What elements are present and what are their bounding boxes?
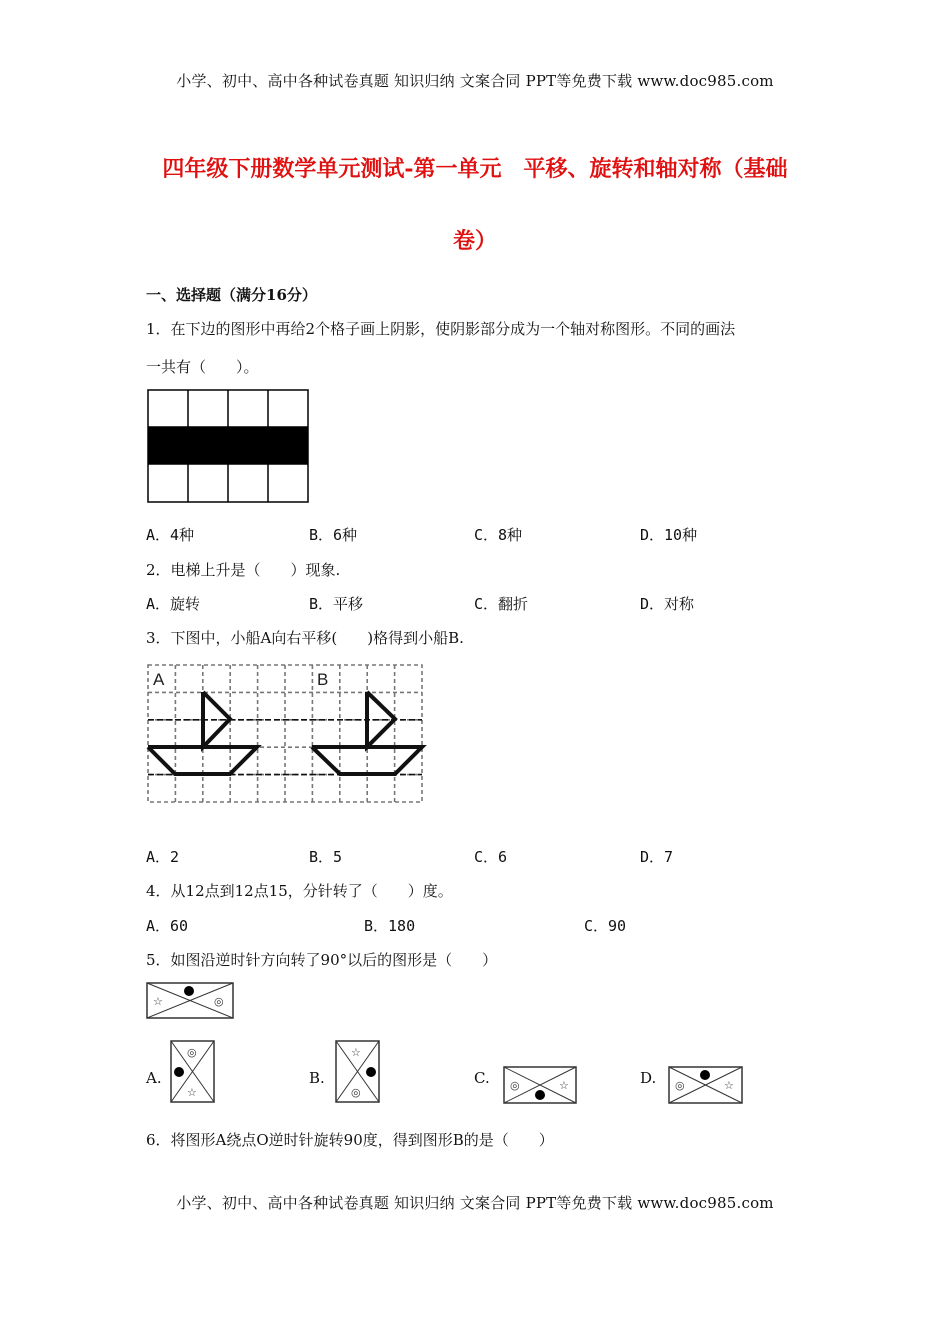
q4-text: 4．从12点到12点15，分针转了（ ）度。 [146, 882, 453, 900]
q2-option-c[interactable]: C．翻折 [474, 595, 529, 613]
q4-option-a[interactable]: A．60 [146, 917, 189, 935]
q6-text: 6．将图形A绕点O逆时针旋转90度，得到图形B的是（ ） [146, 1131, 554, 1149]
q2-text: 2．电梯上升是（ ）现象. [146, 561, 341, 579]
q5-option-c-figure[interactable] [503, 1066, 578, 1105]
q3-option-d[interactable]: D．7 [640, 848, 674, 866]
page-footer: 小学、初中、高中各种试卷真题 知识归纳 文案合同 PPT等免费下载 www.doc985.com [176, 1194, 774, 1212]
q3-boat-grid-figure [147, 664, 423, 804]
q1-option-b[interactable]: B．6种 [309, 526, 358, 544]
black-dot-icon [184, 986, 194, 996]
q5-option-a-label[interactable]: A. [146, 1069, 162, 1087]
target-icon: ◎ [510, 1079, 520, 1092]
section-heading: 一、选择题（满分16分） [146, 286, 317, 304]
q5-option-a-figure[interactable] [170, 1040, 216, 1104]
target-icon: ◎ [187, 1046, 197, 1059]
target-icon: ◎ [214, 995, 224, 1008]
q5-option-b-figure[interactable] [335, 1040, 381, 1104]
target-icon: ◎ [351, 1086, 361, 1099]
q2-option-b[interactable]: B．平移 [309, 595, 364, 613]
star-icon: ☆ [187, 1086, 197, 1099]
q1-grid-figure [147, 389, 309, 503]
q2-option-a[interactable]: A．旋转 [146, 595, 201, 613]
q1-option-d[interactable]: D．10种 [640, 526, 698, 544]
q4-option-b[interactable]: B．180 [364, 917, 416, 935]
q5-option-b-label[interactable]: B. [309, 1069, 325, 1087]
black-dot-icon [700, 1070, 710, 1080]
q1-text-line2: 一共有（ ）。 [146, 358, 259, 376]
page-header: 小学、初中、高中各种试卷真题 知识归纳 文案合同 PPT等免费下载 www.doc985.com [176, 72, 774, 90]
q3-text: 3．下图中，小船A向右平移( )格得到小船B. [146, 629, 464, 647]
target-icon: ◎ [675, 1079, 685, 1092]
q5-option-d-label[interactable]: D. [640, 1069, 657, 1087]
q1-option-a[interactable]: A．4种 [146, 526, 195, 544]
q5-option-d-figure[interactable] [668, 1066, 744, 1105]
star-icon: ☆ [153, 995, 163, 1008]
page-title [140, 133, 810, 277]
q5-option-c-label[interactable]: C. [474, 1069, 490, 1087]
boat-a [148, 692, 257, 774]
q5-text: 5．如图沿逆时针方向转了90°以后的图形是（ ） [146, 951, 498, 969]
q3-option-b[interactable]: B．5 [309, 848, 343, 866]
q3-option-a[interactable]: A．2 [146, 848, 180, 866]
star-icon: ☆ [724, 1079, 734, 1092]
black-dot-icon [174, 1067, 184, 1077]
q1-text-line1: 1．在下边的图形中再给2个格子画上阴影，使阴影部分成为一个轴对称图形。不同的画法 [146, 320, 736, 338]
black-dot-icon [366, 1067, 376, 1077]
q4-option-c[interactable]: C．90 [584, 917, 627, 935]
title-line-2: 卷） [452, 228, 497, 254]
q5-original-figure [146, 982, 234, 1020]
star-icon: ☆ [559, 1079, 569, 1092]
boat-b-label: B [317, 670, 329, 689]
q1-option-c[interactable]: C．8种 [474, 526, 523, 544]
q2-option-d[interactable]: D．对称 [640, 595, 695, 613]
star-icon: ☆ [351, 1046, 361, 1059]
title-line-1: 四年级下册数学单元测试-第一单元 平移、旋转和轴对称（基础 [162, 156, 788, 182]
boat-b [312, 692, 422, 774]
black-dot-icon [535, 1090, 545, 1100]
q3-option-c[interactable]: C．6 [474, 848, 508, 866]
boat-a-label: A [153, 670, 165, 689]
